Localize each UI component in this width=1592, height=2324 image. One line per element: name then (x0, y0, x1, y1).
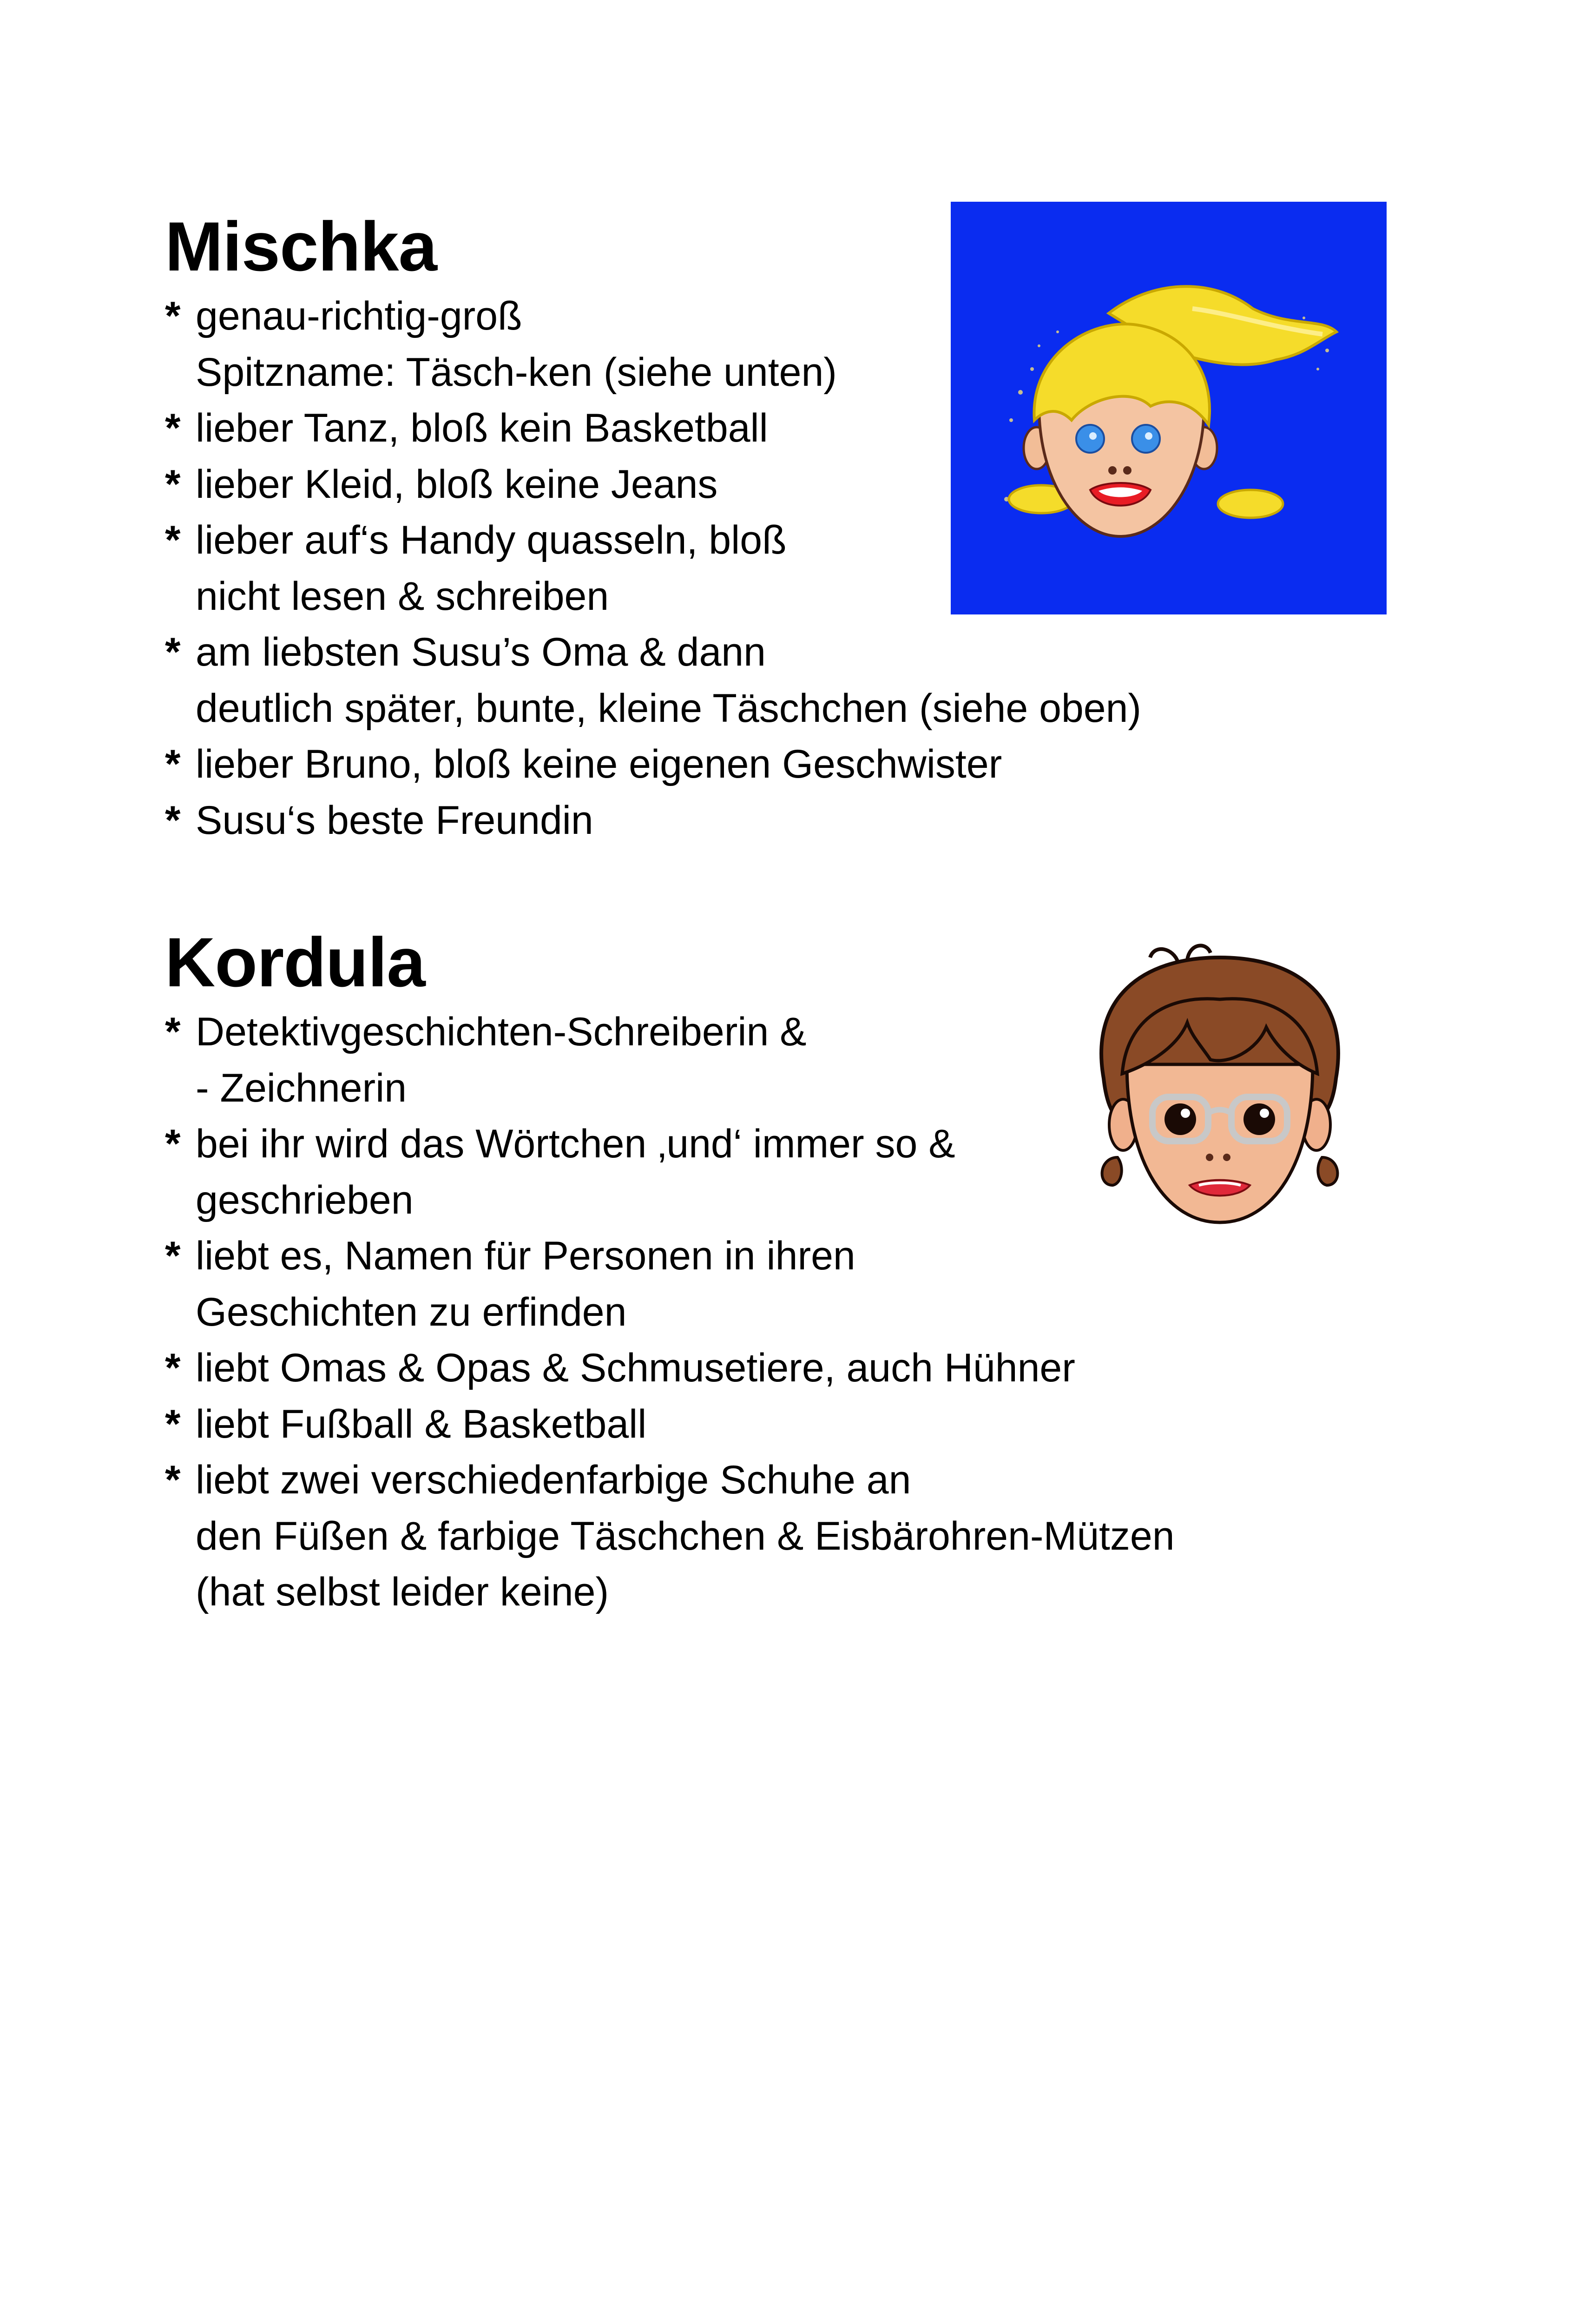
bullet: * (165, 406, 181, 450)
bullet: * (165, 462, 181, 507)
trait-line (165, 1508, 1175, 1565)
trait-text: Susu‘s beste Freundin (196, 798, 593, 843)
trait-line (165, 1452, 1175, 1508)
trait-text: Spitzname: Täsch-ken (siehe unten) (196, 350, 837, 395)
bullet: * (165, 1346, 181, 1390)
bullet: * (165, 630, 181, 674)
bullet: * (165, 294, 181, 338)
trait-text: geschrieben (196, 1177, 414, 1222)
character-kordula (165, 920, 1175, 1620)
trait-line (165, 624, 1141, 680)
trait-text: liebt Fußball & Basketball (196, 1401, 647, 1446)
trait-line (165, 1284, 1175, 1340)
character-name: Kordula (165, 923, 425, 1001)
trait-line (165, 1396, 1175, 1452)
trait-text: Detektivgeschichten-Schreiberin & (196, 1010, 807, 1054)
trait-text: lieber auf‘s Handy quasseln, bloß (196, 518, 787, 562)
trait-text: liebt Omas & Opas & Schmusetiere, auch Hühner (196, 1346, 1075, 1390)
trait-text: deutlich später, bunte, kleine Täschchen (siehe oben) (196, 686, 1142, 731)
trait-text: den Füßen & farbige Täschchen & Eisbärohren-Mützen (196, 1513, 1175, 1558)
trait-line (165, 1228, 1175, 1284)
bullet: * (165, 798, 181, 843)
trait-text: lieber Kleid, bloß keine Jeans (196, 462, 718, 507)
trait-text: Geschichten zu erfinden (196, 1289, 627, 1334)
character-name: Mischka (165, 207, 437, 285)
trait-text: liebt zwei verschiedenfarbige Schuhe an (196, 1458, 911, 1502)
trait-line (165, 792, 1141, 849)
trait-text: lieber Bruno, bloß keine eigenen Geschwister (196, 742, 1002, 786)
trait-text: liebt es, Namen für Personen in ihren (196, 1234, 855, 1278)
trait-text: - Zeichnerin (196, 1065, 407, 1110)
trait-text: am liebsten Susu’s Oma & dann (196, 630, 766, 674)
blonde-girl-face-illustration (951, 202, 1387, 614)
trait-text: lieber Tanz, bloß kein Basketball (196, 406, 768, 450)
trait-line (165, 1564, 1175, 1620)
trait-line (165, 736, 1141, 792)
bullet: * (165, 1010, 181, 1054)
trait-text: bei ihr wird das Wörtchen ‚und‘ immer so & (196, 1122, 955, 1166)
brown-haired-girl-face-illustration (1071, 925, 1368, 1250)
trait-text: (hat selbst leider keine) (196, 1570, 609, 1614)
bullet: * (165, 1234, 181, 1278)
trait-text: nicht lesen & schreiben (196, 574, 609, 619)
trait-text: genau-richtig-groß (196, 294, 522, 338)
bullet: * (165, 1122, 181, 1166)
mischka-portrait-image (951, 202, 1387, 614)
bullet: * (165, 1458, 181, 1502)
bullet: * (165, 742, 181, 786)
trait-line (165, 1116, 1175, 1172)
trait-line (165, 1004, 1175, 1060)
trait-line (165, 680, 1141, 737)
trait-line (165, 1172, 1175, 1228)
bullet: * (165, 1401, 181, 1446)
trait-line (165, 1340, 1175, 1396)
kordula-portrait-image (1071, 925, 1368, 1250)
bullet: * (165, 518, 181, 562)
trait-line (165, 1060, 1175, 1116)
